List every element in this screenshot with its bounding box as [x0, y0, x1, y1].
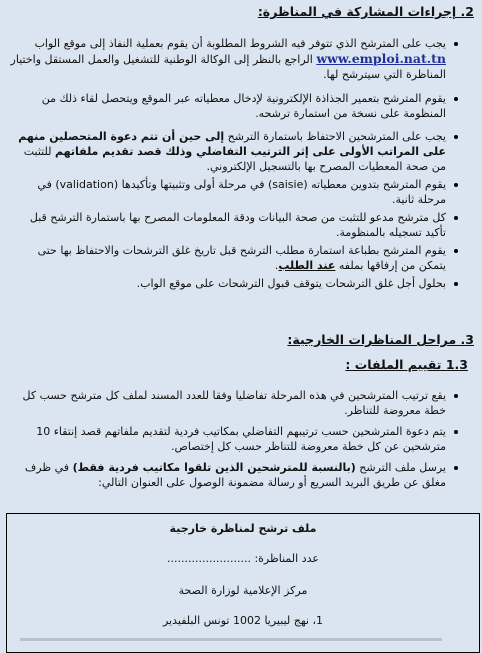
list-item: يجب على المترشحين الاحتفاظ باستمارة الترشح إلى حين أن تتم دعوة المتحصلين منهم على المراتب الأولى على إثر الترتيب التفاضلي وذلك قصد تقديم ملفاتهم للتثبت من صحة المعطيات المصرح بها بالتسجيل الإلكتروني. [10, 129, 476, 174]
cropped-text-line [0, 636, 482, 644]
street-address: 1، نهج ليبيريا 1002 تونس البلفيدير [162, 614, 324, 627]
bold-text: (بالنسبة للمترشحين الذين تلقوا مكاتيب فردية فقط) [72, 461, 356, 474]
recipient-name: مركز الإعلامية لوزارة الصحة [178, 584, 308, 597]
address-box-title: ملف ترشح لمناظرة خارجية [169, 522, 317, 535]
section-3-list [10, 388, 476, 493]
section-3-heading: 3. مراحل المناظرات الخارجية: [287, 332, 474, 347]
list-item: بحلول أجل غلق الترشحات يتوقف قبول الترشحات على موقع الواب. [10, 276, 476, 291]
underlined-bold-text: عند الطلب [278, 259, 336, 272]
section-2-list [10, 36, 476, 294]
contest-number-line: عدد المناظرة: ........................ [167, 552, 319, 565]
address-box [6, 513, 480, 653]
list-item: يقع ترتيب المترشحين في هذه المرحلة تفاضليا وفقا للعدد المسند لملف كل مترشح حسب كل خطة معروضة للتناظر. [10, 388, 476, 418]
list-item: يرسل ملف الترشح (بالنسبة للمترشحين الذين تلقوا مكاتيب فردية فقط) في ظرف مغلق عن طريق البريد السريع أو رسالة مضمونة الوصول على العنوان التالي: [10, 460, 476, 490]
bold-text: إلى حين أن تتم دعوة المتحصلين منهم على المراتب الأولى على إثر الترتيب التفاضلي وذلك قصد تقديم ملفاتهم [18, 130, 446, 158]
list-item: يقوم المترشح بطباعة استمارة مطلب الترشح قبل تاريخ غلق الترشحات والاحتفاظ بها حتى يتمكن من إرفاقها بملفه عند الطلب. [10, 243, 476, 273]
list-item: يقوم المترشح بتعمير الجذاذة الإلكترونية لإدخال معطياته عبر الموقع ويتحصل لقاء ذلك من المنظومة على نسخة من استمارة ترشحه. [10, 91, 476, 121]
website-link[interactable]: www.emploi.nat.tn [316, 51, 446, 66]
section-3-1-heading: 1.3 تقييم الملفات : [345, 357, 468, 372]
list-item: يتم دعوة المترشحين حسب ترتيبهم التفاضلي بمكاتيب فردية لتقديم ملفاتهم قصد إنتقاء 10 مترشحين عن كل خطة معروضة للتناظر حسب كل إختصاص. [10, 424, 476, 454]
list-item: كل مترشح مدعو للتثبت من صحة البيانات ودقة المعلومات المصرح بها باستمارة الترشح قبل تأكيد تسجيله بالمنظومة. [10, 210, 476, 240]
list-item: يجب على المترشح الذي تتوفر فيه الشروط المطلوبة أن يقوم بعملية النفاذ إلى موقع الواب www.emploi.nat.tn الراجع بالنظر إلى الوكالة الوطنية للتشغيل والعمل المستقل واختيار المناظرة التي سيترشح لها. [10, 36, 476, 82]
list-item: يقوم المترشح بتدوين معطياته (saisie) في مرحلة أولى وتثبيتها وتأكيدها (validation) في مرحلة ثانية. [10, 177, 476, 207]
section-2-heading: 2. إجراءات المشاركة في المناظرة: [257, 4, 474, 19]
